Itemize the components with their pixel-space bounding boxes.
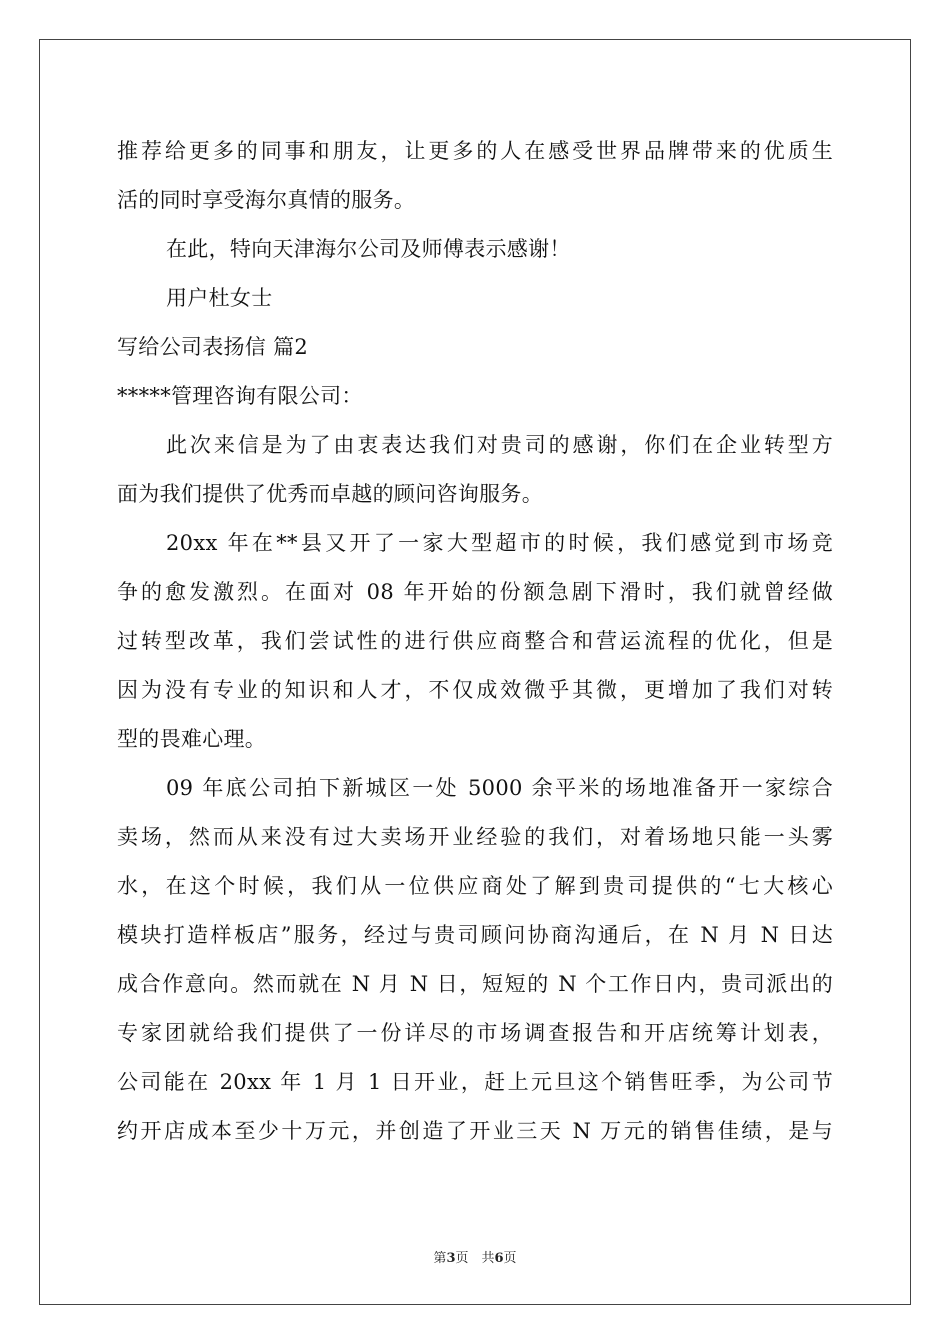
text-line: 成合作意向。然而就在 N 月 N 日，短短的 N 个工作日内，贵司派出的: [117, 972, 833, 996]
text-line: 过转型改革，我们尝试性的进行供应商整合和营运流程的优化，但是: [117, 629, 833, 653]
text-line: 公司能在 20xx 年 1 月 1 日开业，赶上元旦这个销售旺季，为公司节: [117, 1070, 833, 1094]
text-line: 争的愈发激烈。在面对 08 年开始的份额急剧下滑时，我们就曾经做: [117, 580, 833, 604]
text-line: 模块打造样板店”服务，经过与贵司顾问协商沟通后，在 N 月 N 日达: [117, 923, 833, 947]
text-line: 推荐给更多的同事和朋友，让更多的人在感受世界品牌带来的优质生: [117, 139, 833, 163]
text-line: 约开店成本至少十万元，并创造了开业三天 N 万元的销售佳绩，是与: [117, 1119, 833, 1143]
page-footer: [0, 1247, 950, 1266]
total-pages: 6: [494, 1251, 504, 1266]
document-body: [117, 127, 833, 1156]
footer-suffix: 页: [503, 1251, 517, 1266]
text-line: 此次来信是为了由衷表达我们对贵司的感谢，你们在企业转型方: [166, 433, 833, 457]
text-line: 09 年底公司拍下新城区一处 5000 余平米的场地准备开一家综合: [166, 776, 833, 800]
text-line: 活的同时享受海尔真情的服务。: [117, 188, 416, 212]
page-number: 3: [446, 1251, 456, 1266]
text-line: 水，在这个时候，我们从一位供应商处了解到贵司提供的“七大核心: [117, 874, 833, 898]
footer-prefix: 第: [433, 1251, 447, 1266]
salutation: *****管理咨询有限公司：: [117, 384, 363, 408]
text-line: 因为没有专业的知识和人才，不仅成效微乎其微，更增加了我们对转: [117, 678, 833, 702]
footer-mid: 页 共: [455, 1251, 495, 1266]
section-heading: 写给公司表扬信 篇2: [117, 335, 309, 359]
text-line: 型的畏难心理。: [117, 727, 267, 751]
text-line: 专家团就给我们提供了一份详尽的市场调查报告和开店统筹计划表，: [117, 1021, 833, 1045]
signature-line: 用户杜女士: [166, 286, 273, 310]
text-line: 卖场，然而从来没有过大卖场开业经验的我们，对着场地只能一头雾: [117, 825, 833, 849]
text-line: 在此，特向天津海尔公司及师傅表示感谢！: [166, 237, 571, 261]
text-line: 面为我们提供了优秀而卓越的顾问咨询服务。: [117, 482, 543, 506]
text-line: 20xx 年在**县又开了一家大型超市的时候，我们感觉到市场竞: [166, 531, 833, 555]
